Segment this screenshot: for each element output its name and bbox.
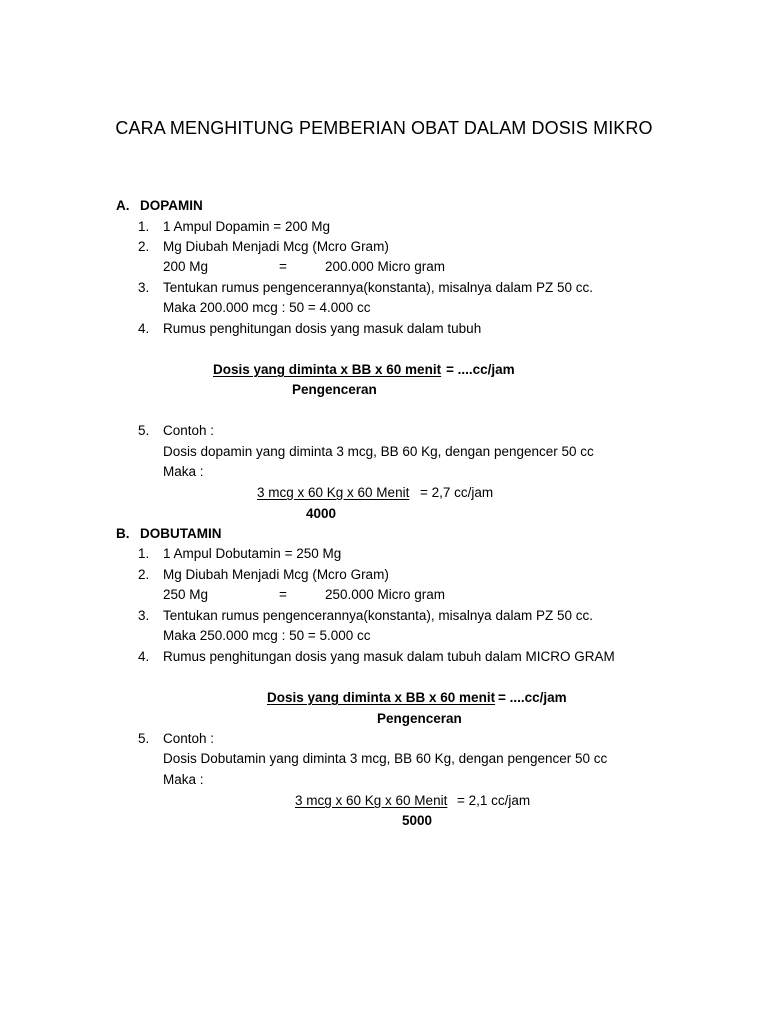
formula-result: = ....cc/jam (446, 362, 515, 377)
list-item-text: Contoh : (163, 423, 215, 438)
calc-numerator: 3 mcg x 60 Kg x 60 Menit (295, 793, 448, 808)
list-item-text: Contoh : (163, 731, 215, 746)
section-heading: DOBUTAMIN (140, 526, 222, 541)
list-number: 3. (138, 280, 150, 295)
list-number: 5. (138, 731, 150, 746)
example-maka: Maka : (163, 772, 204, 787)
calc-denominator: 5000 (402, 813, 433, 828)
example-maka: Maka : (163, 464, 204, 479)
list-item-text: 1 Ampul Dopamin = 200 Mg (163, 219, 330, 234)
formula-numerator: Dosis yang diminta x BB x 60 menit (213, 362, 442, 377)
conversion-equals: = (279, 587, 287, 602)
list-item-text: Tentukan rumus pengencerannya(konstanta), misalnya dalam PZ 50 cc. (163, 608, 593, 623)
list-number: 2. (138, 567, 150, 582)
formula-result: = ....cc/jam (498, 690, 567, 705)
formula-numerator: Dosis yang diminta x BB x 60 menit (267, 690, 496, 705)
formula-denominator: Pengenceran (292, 382, 377, 397)
calc-result: = 2,1 cc/jam (457, 793, 531, 808)
list-item-text: Tentukan rumus pengencerannya(konstanta), misalnya dalam PZ 50 cc. (163, 280, 593, 295)
list-item-text: Rumus penghitungan dosis yang masuk dalam tubuh (163, 321, 482, 336)
page-title: CARA MENGHITUNG PEMBERIAN OBAT DALAM DOSIS MIKRO (115, 118, 653, 138)
list-item-continuation: Maka 250.000 mcg : 50 = 5.000 cc (163, 628, 371, 643)
list-item-text: Mg Diubah Menjadi Mcg (Mcro Gram) (163, 567, 389, 582)
list-number: 4. (138, 649, 150, 664)
list-number: 2. (138, 239, 150, 254)
list-number: 5. (138, 423, 150, 438)
list-number: 1. (138, 219, 150, 234)
list-item-text: Rumus penghitungan dosis yang masuk dalam tubuh dalam MICRO GRAM (163, 649, 615, 664)
conversion-right: 250.000 Micro gram (325, 587, 446, 602)
formula-denominator: Pengenceran (377, 711, 462, 726)
calc-denominator: 4000 (306, 506, 337, 521)
conversion-right: 200.000 Micro gram (325, 259, 446, 274)
list-item-text: 1 Ampul Dobutamin = 250 Mg (163, 546, 342, 561)
section-letter: B. (116, 526, 130, 541)
list-number: 3. (138, 608, 150, 623)
example-text: Dosis dopamin yang diminta 3 mcg, BB 60 Kg, dengan pengencer 50 cc (163, 444, 594, 459)
calc-numerator: 3 mcg x 60 Kg x 60 Menit (257, 485, 410, 500)
list-item-text: Mg Diubah Menjadi Mcg (Mcro Gram) (163, 239, 389, 254)
section-heading: DOPAMIN (140, 198, 203, 213)
calc-result: = 2,7 cc/jam (420, 485, 494, 500)
list-number: 1. (138, 546, 150, 561)
conversion-equals: = (279, 259, 287, 274)
list-item-continuation: Maka 200.000 mcg : 50 = 4.000 cc (163, 300, 371, 315)
section-letter: A. (116, 198, 130, 213)
example-text: Dosis Dobutamin yang diminta 3 mcg, BB 60 Kg, dengan pengencer 50 cc (163, 751, 608, 766)
conversion-left: 200 Mg (163, 259, 209, 274)
conversion-left: 250 Mg (163, 587, 209, 602)
list-number: 4. (138, 321, 150, 336)
